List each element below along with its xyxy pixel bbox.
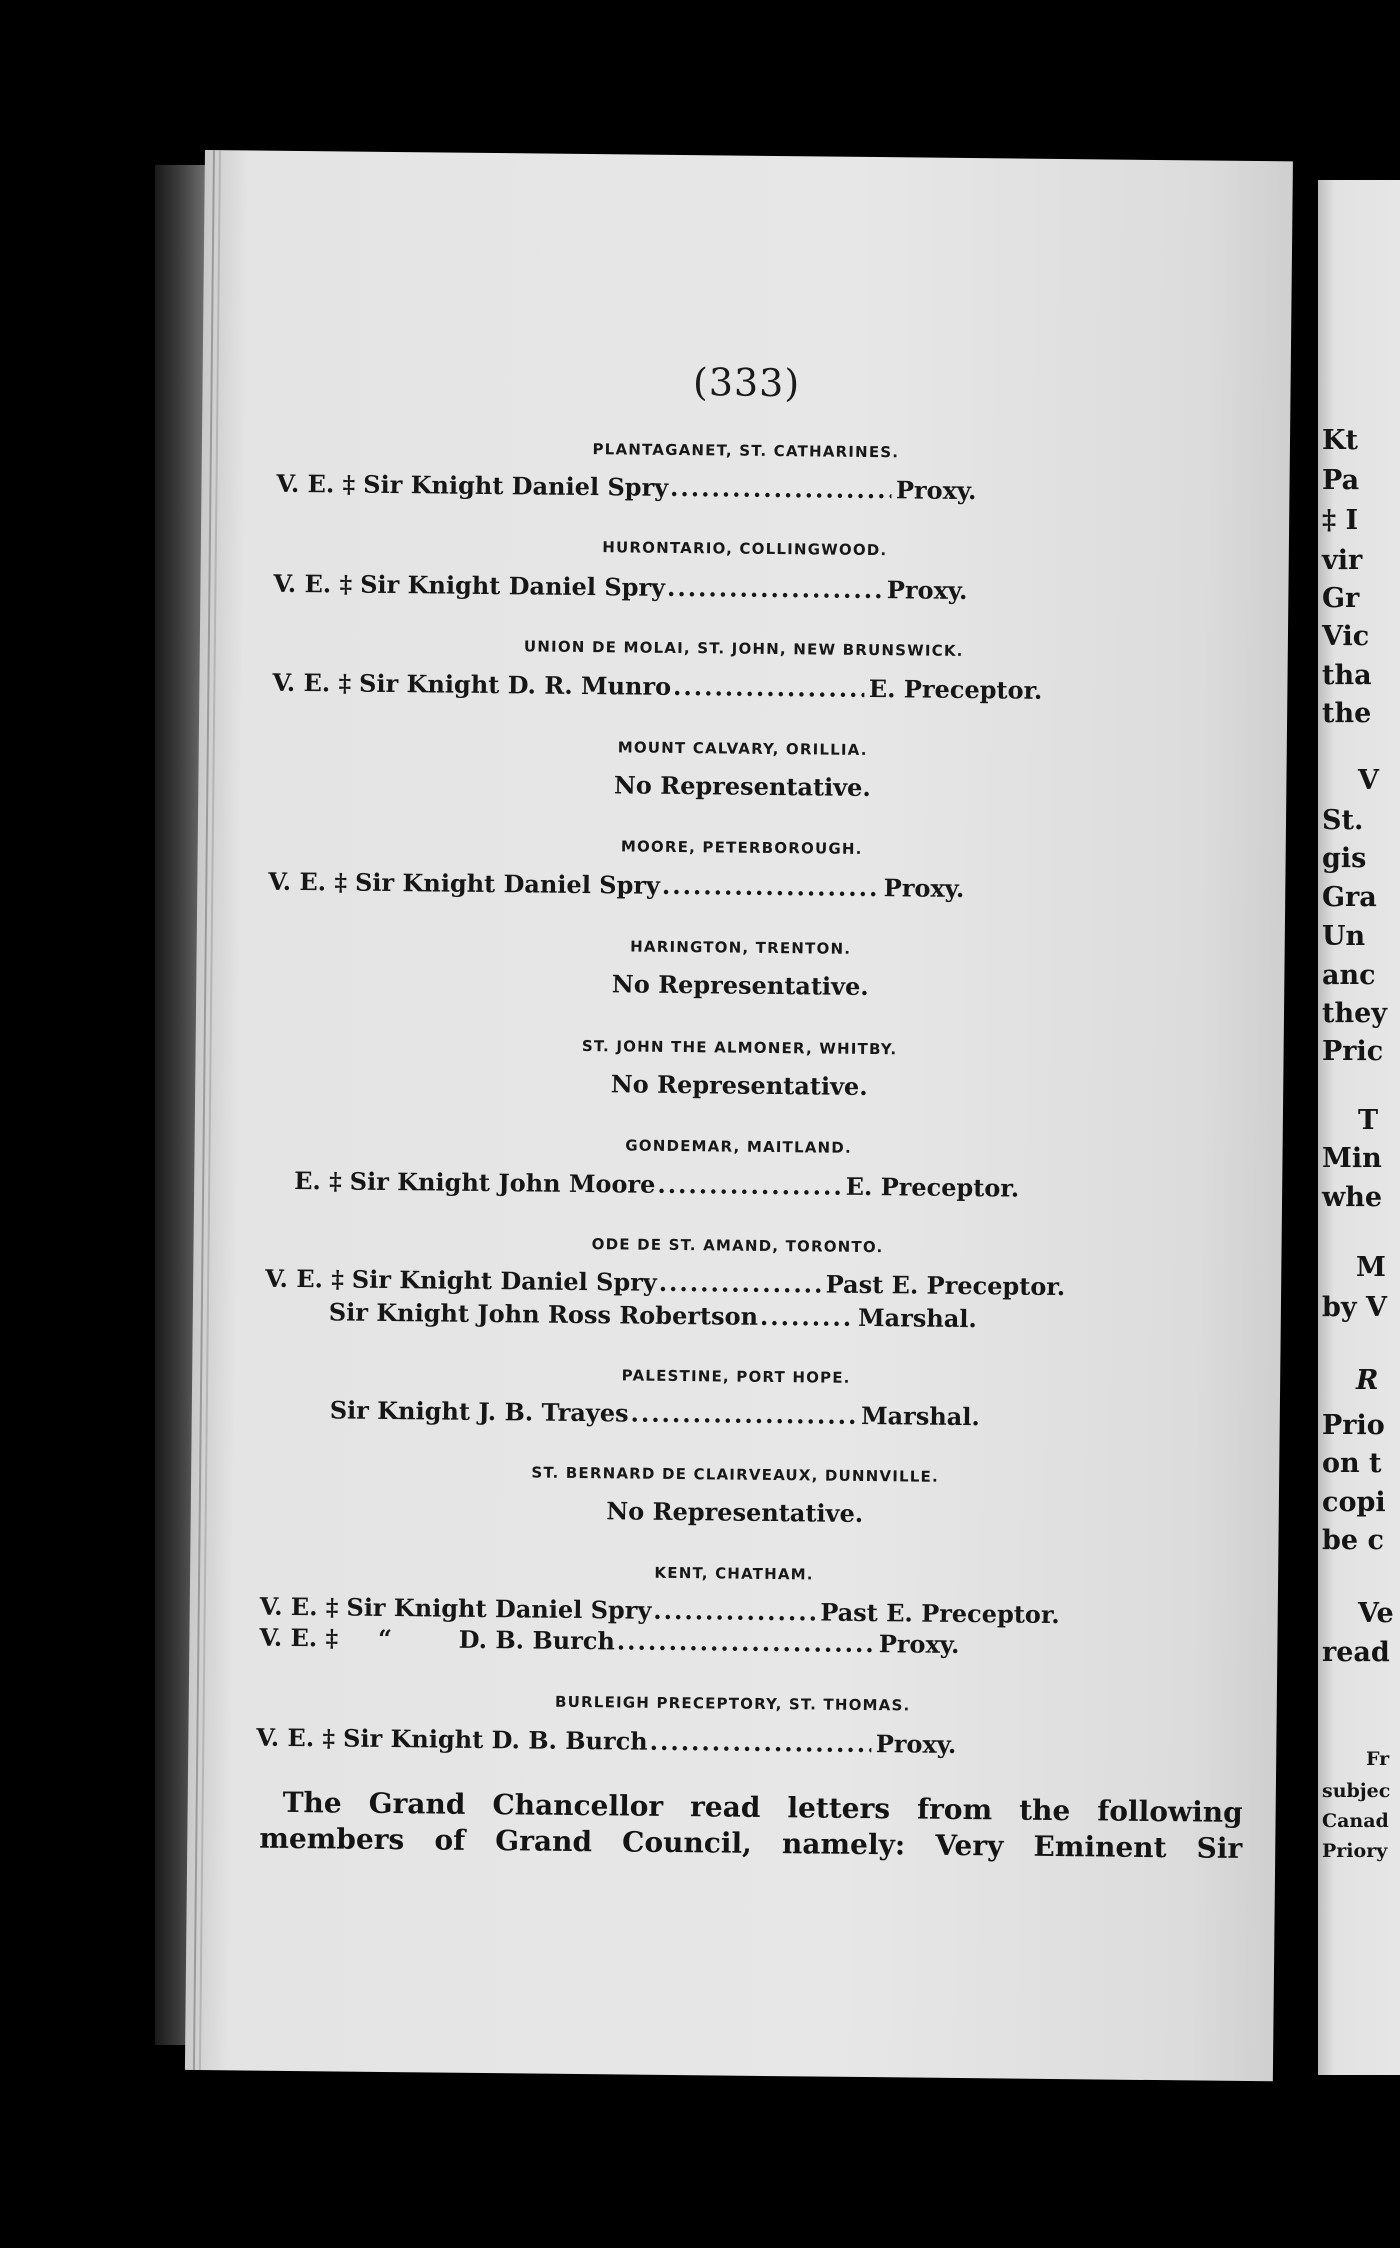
section-heading: PLANTAGANET, ST. CATHARINES. bbox=[592, 440, 900, 462]
leader-dots bbox=[670, 473, 892, 504]
facing-page-line: T bbox=[1358, 1105, 1379, 1136]
section-heading: MOUNT CALVARY, ORILLIA. bbox=[617, 738, 868, 759]
entry-rank: V. E. ‡ bbox=[259, 1622, 339, 1653]
section-heading: ST. BERNARD DE CLAIRVEAUX, DUNNVILLE. bbox=[531, 1463, 940, 1486]
section-heading: ST. JOHN THE ALMONER, WHITBY. bbox=[581, 1036, 898, 1059]
entry-name: Sir Knight Daniel Spry bbox=[354, 867, 661, 900]
entry-name: Sir Knight D. B. Burch bbox=[342, 1723, 648, 1756]
facing-page-line: Ve bbox=[1358, 1598, 1394, 1629]
roster-entry bbox=[329, 1297, 977, 1333]
facing-page-line: Priory bbox=[1322, 1840, 1388, 1862]
entry-rank: E. ‡ bbox=[294, 1165, 342, 1196]
facing-page-line: copi bbox=[1322, 1487, 1386, 1518]
roster-entry bbox=[273, 569, 967, 605]
roster-entry bbox=[294, 1166, 1019, 1203]
entry-rank: V. E. ‡ bbox=[259, 1591, 339, 1622]
page-content bbox=[185, 150, 1293, 2081]
entry-office: Proxy. bbox=[895, 475, 977, 506]
facing-page-line: gis bbox=[1322, 843, 1367, 874]
entry-name: Sir Knight Daniel Spry bbox=[360, 569, 666, 602]
facing-page-line: R bbox=[1356, 1365, 1379, 1396]
entry-name: Sir Knight John Ross Robertson bbox=[328, 1297, 759, 1331]
entry-rank: V. E. ‡ bbox=[272, 667, 352, 698]
facing-page-line: M bbox=[1356, 1252, 1386, 1283]
entry-name: Sir Knight Daniel Spry bbox=[351, 1264, 657, 1297]
facing-page-line: V bbox=[1358, 765, 1379, 796]
roster-entry bbox=[265, 1264, 1065, 1301]
entry-name: “ D. B. Burch bbox=[377, 1623, 616, 1656]
section-heading: GONDEMAR, MAITLAND. bbox=[625, 1136, 852, 1157]
facing-page-line: St. bbox=[1322, 805, 1364, 836]
facing-page-line: tha bbox=[1322, 660, 1372, 691]
entry-office: Marshal. bbox=[860, 1400, 980, 1432]
facing-page-line: Kt bbox=[1322, 425, 1358, 456]
entry-rank: V. E. ‡ bbox=[276, 468, 356, 499]
leader-dots bbox=[617, 1626, 875, 1658]
entry-office: Proxy. bbox=[886, 575, 968, 606]
section-heading: MOORE, PETERBOROUGH. bbox=[620, 837, 863, 858]
section-heading: BURLEIGH PRECEPTORY, ST. THOMAS. bbox=[555, 1692, 911, 1715]
facing-page-line: Prio bbox=[1322, 1410, 1385, 1441]
page-number: (333) bbox=[692, 360, 801, 406]
entry-office: E. Preceptor. bbox=[845, 1171, 1020, 1203]
entry-office: Marshal. bbox=[857, 1302, 977, 1334]
facing-page-line: Pa bbox=[1322, 465, 1360, 496]
entry-name: Sir Knight Daniel Spry bbox=[363, 469, 669, 502]
book-page bbox=[185, 150, 1293, 2081]
section-heading: UNION DE MOLAI, ST. JOHN, NEW BRUNSWICK. bbox=[523, 637, 964, 660]
section-heading: ODE DE ST. AMAND, TORONTO. bbox=[591, 1235, 884, 1257]
entry-rank: V. E. ‡ bbox=[268, 866, 348, 897]
entry-name: Sir Knight J. B. Trayes bbox=[329, 1395, 629, 1428]
facing-page-edge bbox=[1318, 180, 1400, 2075]
leader-dots bbox=[630, 1399, 857, 1430]
facing-page-line: Vic bbox=[1322, 621, 1370, 652]
no-representative-note: No Representative. bbox=[613, 770, 871, 803]
entry-office: Proxy. bbox=[878, 1629, 960, 1659]
leader-dots bbox=[673, 672, 865, 703]
facing-page-line: Un bbox=[1322, 921, 1366, 952]
facing-page-line: vir bbox=[1322, 545, 1363, 576]
section-heading: HARINGTON, TRENTON. bbox=[630, 937, 852, 958]
no-representative-note: No Representative. bbox=[611, 969, 869, 1001]
facing-page-line: Canad bbox=[1322, 1810, 1389, 1832]
section-heading: KENT, CHATHAM. bbox=[654, 1563, 814, 1584]
facing-page-line: by V bbox=[1322, 1292, 1387, 1323]
entry-rank: V. E. ‡ bbox=[256, 1722, 336, 1753]
no-representative-note: No Representative. bbox=[606, 1496, 864, 1528]
leader-dots bbox=[653, 1596, 816, 1627]
facing-page-line: anc bbox=[1322, 960, 1376, 991]
roster-entry bbox=[268, 867, 964, 903]
facing-page-line: Gr bbox=[1322, 583, 1360, 614]
entry-rank: V. E. ‡ bbox=[265, 1263, 345, 1294]
entry-name: Sir Knight John Moore bbox=[349, 1166, 656, 1199]
entry-office: Past E. Preceptor. bbox=[820, 1597, 1060, 1630]
facing-page-line: Gra bbox=[1322, 882, 1377, 913]
facing-page-line: read bbox=[1322, 1637, 1390, 1668]
facing-page-line: Pric bbox=[1322, 1036, 1384, 1067]
facing-page-line: subjec bbox=[1322, 1780, 1391, 1802]
entry-office: Past E. Preceptor. bbox=[825, 1269, 1066, 1302]
roster-entry bbox=[259, 1623, 959, 1659]
facing-page-line: they bbox=[1322, 998, 1387, 1029]
facing-page-line: Fr bbox=[1366, 1748, 1390, 1770]
entry-office: Proxy. bbox=[883, 873, 965, 903]
closing-paragraph-line: The Grand Chancellor read letters from the following bbox=[282, 1785, 1243, 1829]
entry-name: Sir Knight Daniel Spry bbox=[346, 1592, 652, 1625]
entry-office: Proxy. bbox=[875, 1729, 957, 1759]
roster-entry bbox=[330, 1395, 980, 1431]
entry-rank: V. E. ‡ bbox=[273, 568, 353, 599]
leader-dots bbox=[760, 1302, 854, 1332]
roster-entry bbox=[256, 1723, 956, 1759]
facing-page-line: Min bbox=[1322, 1143, 1382, 1174]
facing-page-line: on t bbox=[1322, 1448, 1382, 1479]
entry-name: Sir Knight D. R. Munro bbox=[358, 668, 672, 701]
section-heading: PALESTINE, PORT HOPE. bbox=[621, 1366, 851, 1387]
entry-office: E. Preceptor. bbox=[868, 673, 1043, 705]
closing-paragraph-line: members of Grand Council, namely: Very Eminent Sir bbox=[259, 1821, 1243, 1865]
section-heading: HURONTARIO, COLLINGWOOD. bbox=[602, 538, 888, 560]
facing-page-line: whe bbox=[1322, 1182, 1383, 1213]
leader-dots bbox=[650, 1727, 872, 1758]
leader-dots bbox=[657, 1170, 842, 1201]
facing-page-line: the bbox=[1322, 698, 1372, 729]
leader-dots bbox=[659, 1268, 822, 1299]
no-representative-note: No Representative. bbox=[610, 1069, 868, 1101]
roster-entry bbox=[272, 668, 1042, 705]
leader-dots bbox=[662, 871, 880, 902]
roster-entry bbox=[276, 469, 976, 505]
leader-dots bbox=[667, 573, 883, 604]
facing-page-line: be c bbox=[1322, 1525, 1384, 1556]
facing-page-line: ‡ I bbox=[1322, 505, 1359, 536]
